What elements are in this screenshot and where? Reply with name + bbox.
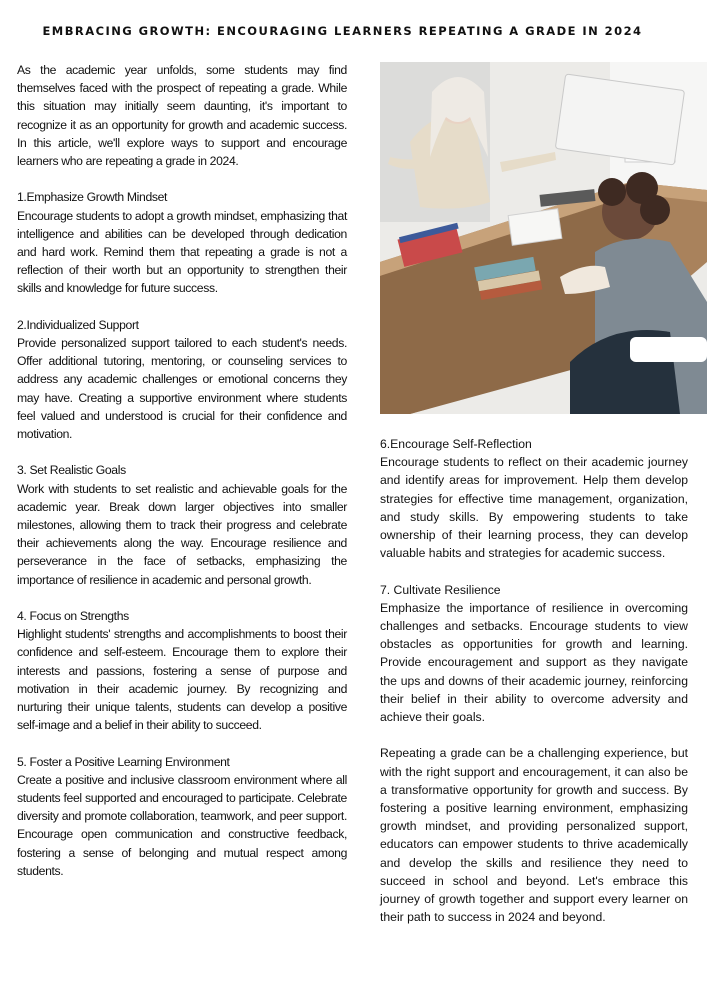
section-body: Create a positive and inclusive classroom environment where all students feel supported and encouraged to participate. Celebrate diversity and promote collaboration, teamwork, and peer support. Encourage open communication and constructive feedback, fostering a sense of belonging and mutual respect among students. <box>17 772 347 878</box>
left-column <box>17 61 347 880</box>
section-growth-mindset <box>17 188 347 297</box>
section-individualized-support <box>17 316 347 443</box>
section-body: Work with students to set realistic and achievable goals for the academic year. Break down larger objectives into smaller milestones, allowing them to track their progress and celebrate their achievements along the way. Encourage resilience and perseverance in the face of setbacks, emphasizing the importance of resilience in academic and personal growth. <box>17 481 347 587</box>
section-heading: 3. Set Realistic Goals <box>17 463 126 478</box>
intro-paragraph: As the academic year unfolds, some students may find themselves faced with the prospect of repeating a grade. While this situation may initially seem daunting, it's important to recognize it as an opportunity for growth and academic success. In this article, we'll explore ways to support and encourage learners who are repeating a grade in 2024. <box>17 63 347 169</box>
section-body: Encourage students to reflect on their academic journey and identify areas for improvement. Help them develop strategies for effective time management, organization, and study skills. By empowering students to take ownership of their learning process, they can develop valuable habits and strategies for academic success. <box>380 455 688 561</box>
section-positive-environment <box>17 753 347 880</box>
section-heading: 2.Individualized Support <box>17 317 139 332</box>
section-body: Highlight students' strengths and accomplishments to boost their confidence and self-esteem. Encourage them to explore their interests and passions, fostering a sense of purpose and motivation in their academic journey. By recognizing and nurturing their unique talents, students can develop a positive self-image and a belief in their ability to succeed. <box>17 627 347 733</box>
section-cultivate-resilience <box>380 581 688 727</box>
section-heading: 4. Focus on Strengths <box>17 609 129 624</box>
classroom-photo <box>380 62 707 414</box>
article-title: EMBRACING GROWTH: ENCOURAGING LEARNERS REPEATING A GRADE IN 2024 <box>42 24 643 38</box>
section-body: Provide personalized support tailored to each student's needs. Offer additional tutoring, mentoring, or counseling services to address any academic challenges or emotional concerns they may have. Creating a supportive environment where students feel valued and understood is crucial for their confidence and motivation. <box>17 336 347 442</box>
tutoring-illustration <box>380 62 707 414</box>
right-column <box>380 435 688 926</box>
section-self-reflection <box>380 435 688 562</box>
section-body: Emphasize the importance of resilience in overcoming challenges and setbacks. Encourage students to view obstacles as opportunities for growth and learning. Provide encouragement and support as they navigate the ups and downs of their academic journey, reinforcing their belief in their ability to overcome adversity and achieve their goals. <box>380 600 688 725</box>
section-focus-strengths <box>17 607 347 734</box>
section-heading: 1.Emphasize Growth Mindset <box>17 190 168 205</box>
section-heading: 7. Cultivate Resilience <box>380 582 501 597</box>
section-body: Encourage students to adopt a growth mindset, emphasizing that intelligence and abilities can be developed through dedication and hard work. Remind them that repeating a grade is not a reflection of their worth but an opportunity to strengthen their skills and knowledge for future success. <box>17 208 347 296</box>
section-realistic-goals <box>17 461 347 588</box>
conclusion-paragraph: Repeating a grade can be a challenging experience, but with the right support and encouragement, it can also be a transformative opportunity for growth and success. By fostering a positive learning environment, emphasizing growth mindset, and providing personalized support, educators can empower students to thrive academically and develop the skills and resilience they need to succeed in school and beyond. Let's embrace this journey of growth together and support every learner on their path to success in 2024 and beyond. <box>380 746 688 925</box>
section-heading: 6.Encourage Self-Reflection <box>380 437 532 451</box>
section-heading: 5. Foster a Positive Learning Environment <box>17 754 230 769</box>
